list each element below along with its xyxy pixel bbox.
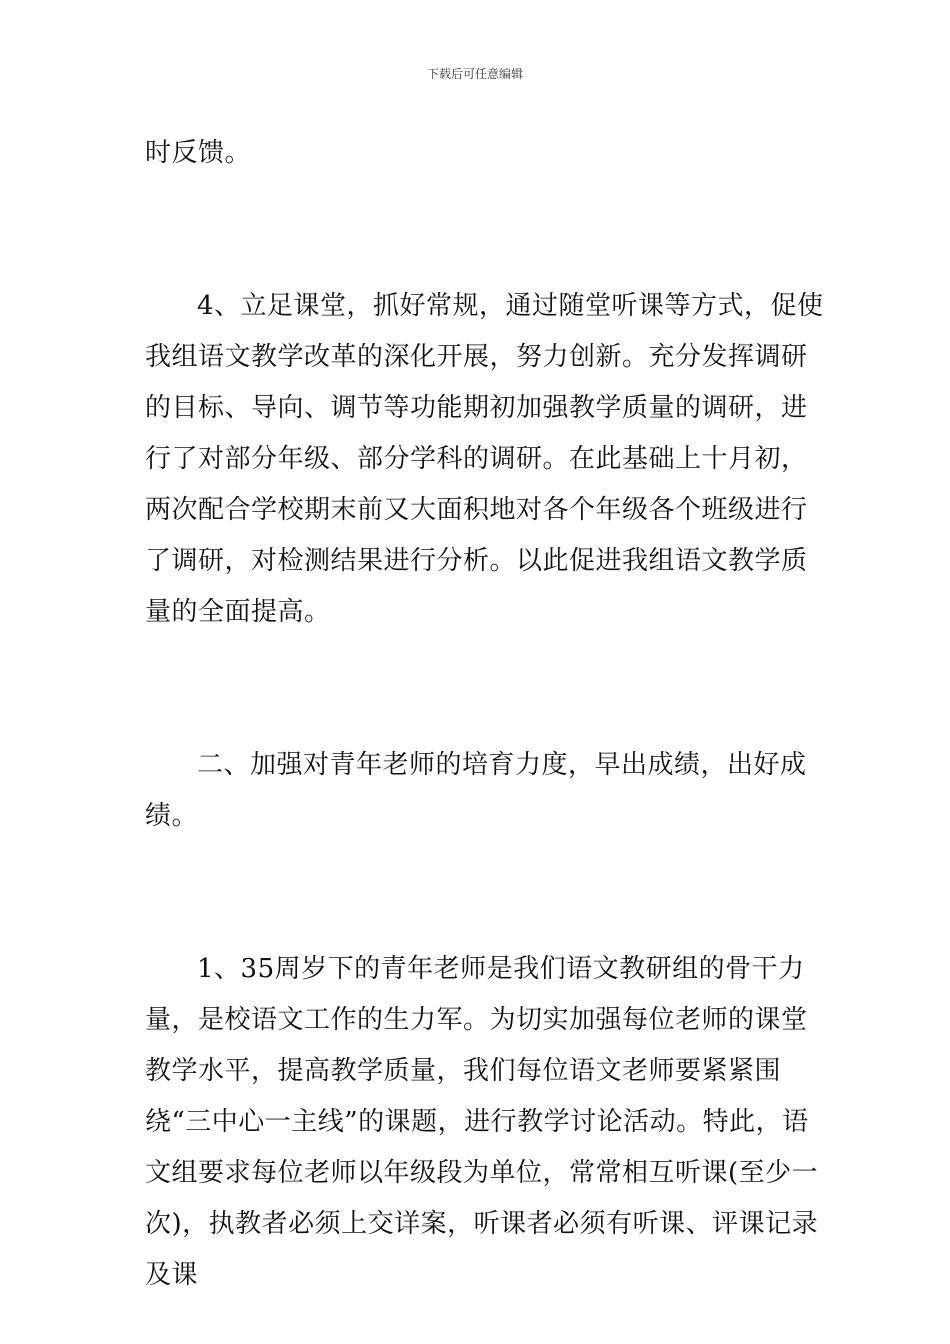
- paragraph-item-4: 4、立足课堂，抓好常规，通过随堂听课等方式，促使我组语文教学改革的深化开展，努力创新。充分发挥调研的目标、导向、调节等功能期初加强教学质量的调研，进行了对部分年级、部分学科的调研。在此基础上十月初，两次配合学校期末前又大面积地对各个年级各个班级进行了调研，对检测结果进行分析。以此促进我组语文教学质量的全面提高。: [145, 291, 824, 627]
- document-body: [145, 128, 825, 1301]
- paragraph-item-1: 1、35周岁下的青年老师是我们语文教研组的骨干力量，是校语文工作的生力军。为切实加强每位老师的课堂教学水平，提高教学质量，我们每位语文老师要紧紧围绕“三中心一主线”的课题，进行教学讨论活动。特此，语文组要求每位老师以年级段为单位，常常相互听课(至少一次)，执教者必须上交详案，听课者必须有听课、评课记录及课: [145, 954, 819, 1290]
- section-heading-2: 二、加强对青年老师的培育力度，早出成绩，出好成绩。: [145, 750, 807, 831]
- page-header-note: 下载后可任意编辑: [426, 67, 523, 81]
- paragraph-continuation: 时反馈。: [145, 138, 252, 168]
